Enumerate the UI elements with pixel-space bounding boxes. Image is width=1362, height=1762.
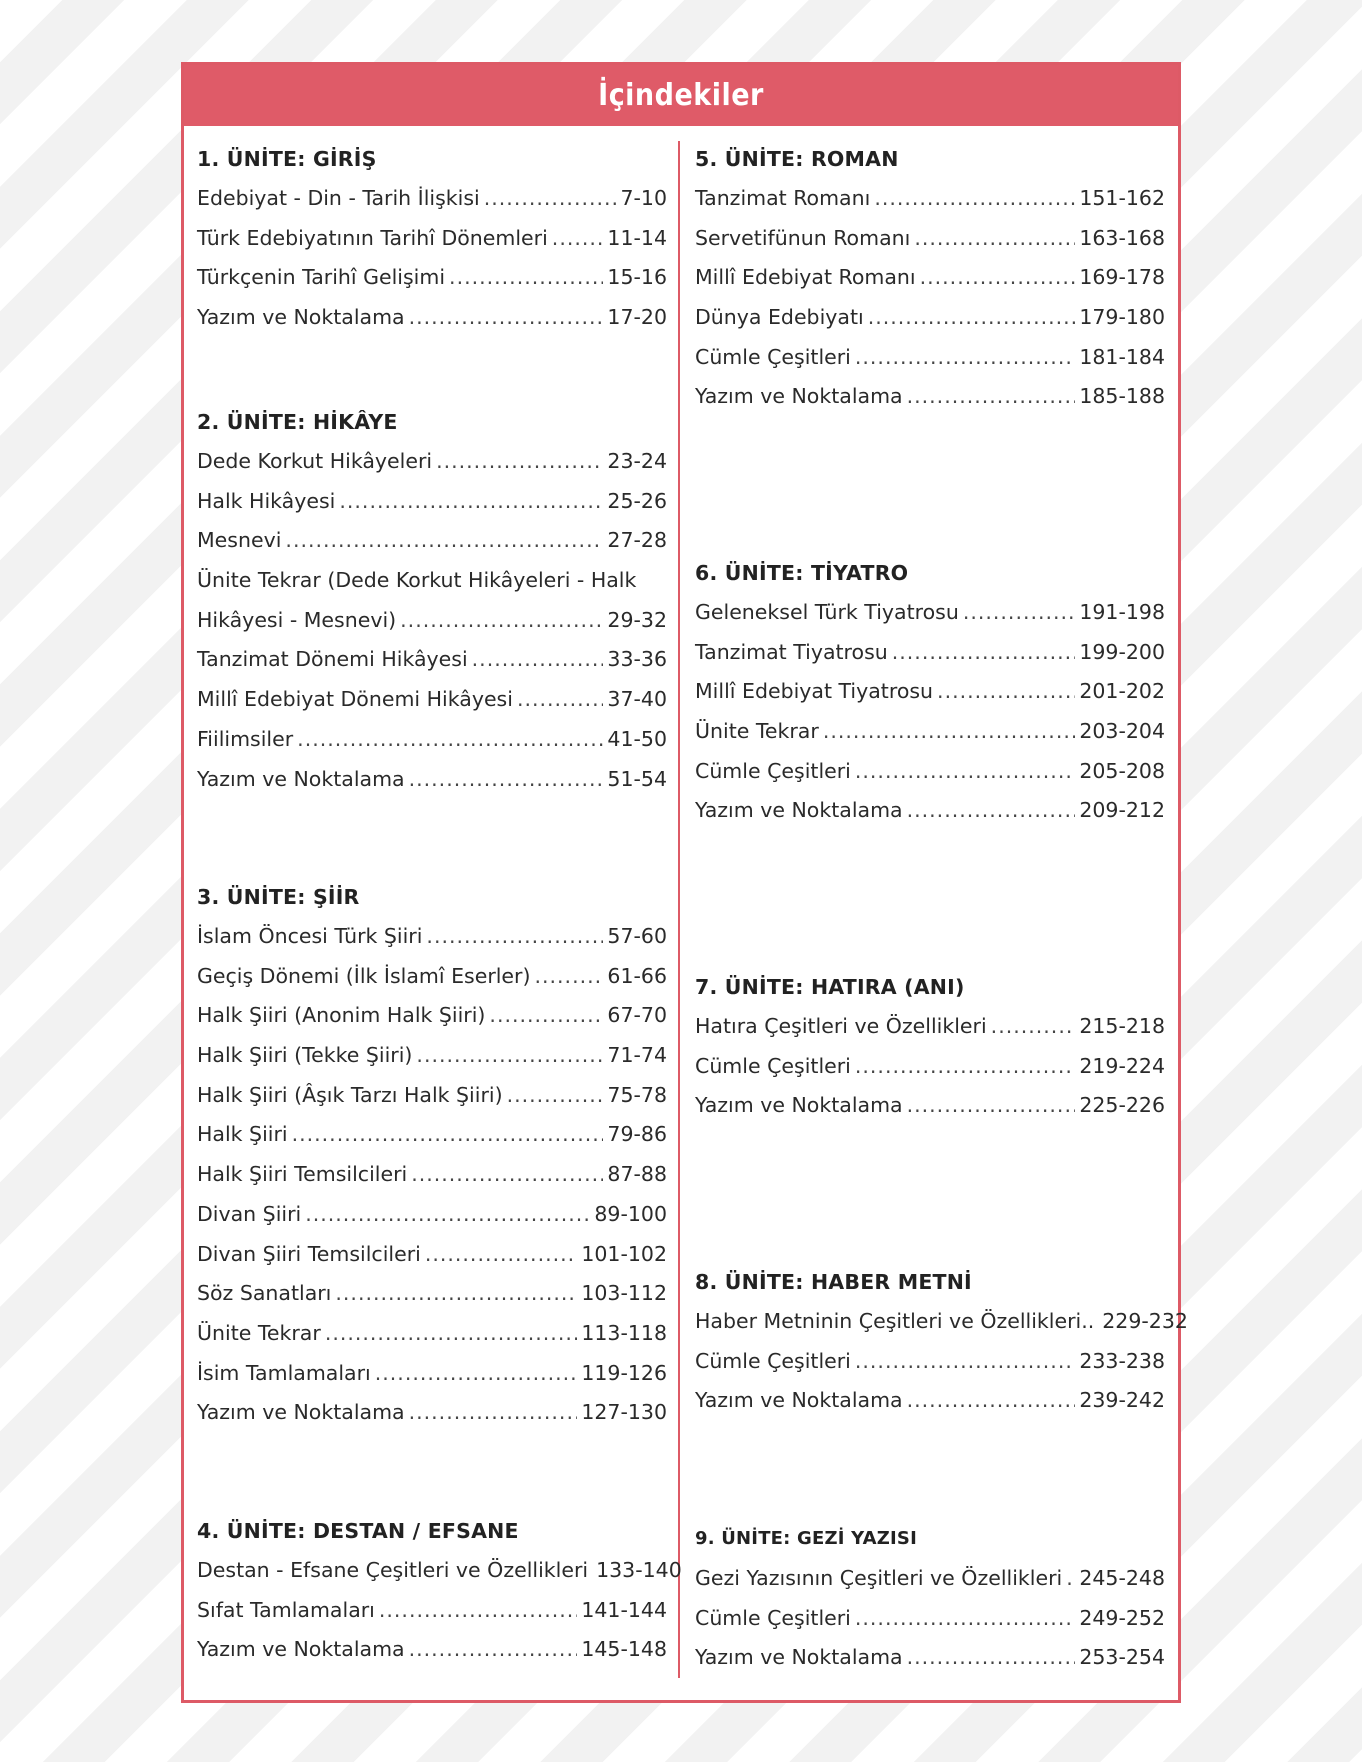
entry-pages: 201-202: [1079, 679, 1165, 704]
entry-pages: 101-102: [581, 1241, 667, 1266]
unit-title: 3. ÜNİTE: ŞİİR: [197, 885, 360, 909]
toc-entry[interactable]: [197, 1195, 667, 1235]
entry-label: Cümle Çeşitleri: [695, 1348, 851, 1373]
entry-label: Destan - Efsane Çeşitleri ve Özellikleri: [197, 1558, 589, 1582]
leader-dots: [472, 640, 604, 680]
entry-label: Yazım ve Noktalama: [197, 1400, 405, 1425]
leader-dots: [855, 1599, 1075, 1639]
toc-entry[interactable]: [695, 1342, 1165, 1382]
entry-label: Ünite Tekrar: [695, 719, 819, 744]
leader-dots: [517, 680, 603, 720]
leader-dots: [892, 633, 1076, 673]
leader-dots: [920, 258, 1076, 298]
entry-pages: 23-24: [607, 449, 667, 473]
entry-label: Servetifünun Romanı: [695, 225, 911, 250]
entry-label: Yazım ve Noktalama: [695, 384, 903, 409]
entry-label: Tanzimat Romanı: [695, 186, 871, 210]
toc-entry[interactable]: [197, 521, 667, 561]
entry-label: Ünite Tekrar: [197, 1320, 321, 1345]
entry-label: Dünya Edebiyatı: [695, 305, 864, 330]
leader-dots: [375, 1354, 578, 1394]
unit-7: [695, 967, 1165, 1126]
entry-pages: 29-32: [607, 607, 667, 632]
entry-label: Cümle Çeşitleri: [695, 344, 851, 369]
leader-dots: [292, 1115, 604, 1155]
entry-pages: 191-198: [1079, 600, 1165, 624]
entry-pages: 75-78: [607, 1082, 667, 1107]
leader-dots: [552, 219, 604, 259]
entry-pages: 205-208: [1079, 758, 1165, 783]
leader-dots: [489, 996, 603, 1036]
entry-pages: 11-14: [607, 225, 667, 250]
toc-entry[interactable]: [197, 219, 667, 259]
entry-label: Haber Metninin Çeşitleri ve Özellikleri..: [695, 1309, 1095, 1333]
toc-entry[interactable]: [695, 593, 1165, 633]
toc-entry[interactable]: [197, 680, 667, 720]
leader-dots: [335, 1274, 577, 1314]
column-divider: [678, 141, 680, 1678]
entry-label: Hikâyesi - Mesnevi): [197, 607, 397, 632]
leader-dots: [937, 672, 1075, 712]
entry-pages: 245-248: [1079, 1566, 1165, 1590]
entry-pages: 87-88: [607, 1162, 667, 1187]
entry-label: Edebiyat - Din - Tarih İlişkisi: [197, 186, 480, 210]
leader-dots: [907, 1086, 1076, 1126]
entry-label: Yazım ve Noktalama: [695, 1645, 903, 1670]
toc-entry[interactable]: [695, 791, 1165, 831]
leader-dots: [379, 1591, 577, 1631]
entry-label: Geleneksel Türk Tiyatrosu: [695, 600, 959, 624]
leader-dots: [823, 712, 1076, 752]
unit-9: [695, 1519, 1165, 1678]
toc-entry[interactable]: [695, 1007, 1165, 1047]
entry-pages: 103-112: [581, 1281, 667, 1306]
toc-entry[interactable]: [695, 633, 1165, 673]
toc-entry[interactable]: [197, 601, 667, 641]
unit-title: 1. ÜNİTE: GİRİŞ: [197, 147, 377, 171]
toc-entry[interactable]: [695, 672, 1165, 712]
entry-pages: 181-184: [1079, 344, 1165, 369]
entry-label: Sıfat Tamlamaları: [197, 1597, 375, 1622]
entry-label: Halk Şiiri Temsilcileri: [197, 1162, 408, 1187]
leader-dots: [855, 1342, 1075, 1382]
leader-dots: [400, 601, 603, 641]
toc-entry[interactable]: [197, 442, 667, 482]
toc-entry[interactable]: [197, 258, 667, 298]
entry-pages: 209-212: [1079, 798, 1165, 823]
unit-5: [695, 139, 1165, 417]
entry-pages: 79-86: [607, 1122, 667, 1147]
entry-pages: 61-66: [607, 963, 667, 988]
leader-dots: [874, 179, 1075, 219]
toc-entry[interactable]: [695, 179, 1165, 219]
entry-pages: 169-178: [1079, 265, 1165, 290]
toc-entry[interactable]: [197, 917, 667, 957]
leader-dots: [484, 179, 617, 219]
unit-6: [695, 553, 1165, 831]
unit-title: 6. ÜNİTE: TİYATRO: [695, 561, 909, 585]
leader-dots: [534, 957, 603, 997]
leader-dots: [868, 298, 1076, 338]
entry-pages: 151-162: [1079, 186, 1165, 210]
entry-pages: 57-60: [607, 924, 667, 948]
toc-entry[interactable]: [695, 1638, 1165, 1678]
leader-dots: [907, 377, 1076, 417]
toc-entry[interactable]: [197, 1591, 667, 1631]
leader-dots: [449, 258, 603, 298]
entry-pages: 51-54: [607, 766, 667, 791]
toc-entry[interactable]: [695, 1302, 1188, 1342]
entry-pages: 253-254: [1079, 1645, 1165, 1670]
leader-dots: [297, 720, 603, 760]
entry-label: Geçiş Dönemi (İlk İslamî Eserler): [197, 963, 531, 988]
entry-pages: 71-74: [607, 1043, 667, 1068]
entry-pages: 233-238: [1079, 1348, 1165, 1373]
entry-label: Yazım ve Noktalama: [197, 305, 405, 330]
toc-entry[interactable]: [695, 338, 1165, 378]
toc-entry[interactable]: [197, 179, 667, 219]
leader-dots: [1066, 1559, 1075, 1599]
toc-entry[interactable]: [197, 1314, 667, 1354]
entry-pages: 133-140: [596, 1558, 682, 1582]
entry-label: Millî Edebiyat Dönemi Hikâyesi: [197, 687, 513, 712]
toc-entry[interactable]: [695, 377, 1165, 417]
entry-pages: 239-242: [1079, 1388, 1165, 1413]
leader-dots: [914, 219, 1075, 259]
entry-label: Yazım ve Noktalama: [695, 1388, 903, 1413]
toc-entry[interactable]: [695, 1047, 1165, 1087]
leader-dots: [963, 593, 1076, 633]
leader-dots: [409, 1630, 578, 1670]
entry-label: Halk Şiiri (Anonim Halk Şiiri): [197, 1003, 486, 1028]
toc-entry[interactable]: [197, 1393, 667, 1433]
toc-entry[interactable]: [695, 1559, 1165, 1599]
unit-4: [197, 1511, 682, 1670]
page-title: İçindekiler: [184, 65, 1178, 126]
toc-entry[interactable]: [197, 760, 667, 800]
toc-entry[interactable]: [197, 1155, 667, 1195]
toc-entry[interactable]: [695, 752, 1165, 792]
entry-pages: 89-100: [594, 1201, 667, 1226]
toc-entry[interactable]: [197, 957, 667, 997]
entry-pages: 141-144: [581, 1597, 667, 1622]
leader-dots: [416, 1036, 603, 1076]
entry-pages: 179-180: [1079, 305, 1165, 330]
entry-label: İslam Öncesi Türk Şiiri: [197, 924, 423, 948]
entry-label: Türkçenin Tarihî Gelişimi: [197, 265, 446, 290]
entry-label: Fiilimsiler: [197, 726, 294, 751]
leader-dots: [409, 298, 604, 338]
toc-entry-wrapped[interactable]: [197, 561, 667, 601]
entry-pages: 127-130: [581, 1400, 667, 1425]
entry-pages: 225-226: [1079, 1093, 1165, 1118]
entry-label: Ünite Tekrar (Dede Korkut Hikâyeleri - Halk: [197, 568, 637, 593]
leader-dots: [855, 338, 1075, 378]
leader-dots: [305, 1195, 590, 1235]
entry-pages: 215-218: [1079, 1014, 1165, 1038]
leader-dots: [285, 521, 603, 561]
entry-pages: 15-16: [607, 265, 667, 290]
entry-pages: 229-232: [1102, 1309, 1188, 1333]
entry-label: Cümle Çeşitleri: [695, 758, 851, 783]
leader-dots: [907, 1638, 1076, 1678]
toc-entry[interactable]: [695, 712, 1165, 752]
toc-entry[interactable]: [197, 482, 667, 522]
leader-dots: [507, 1076, 604, 1116]
entry-pages: 41-50: [607, 726, 667, 751]
entry-label: İsim Tamlamaları: [197, 1360, 371, 1385]
entry-label: Halk Hikâyesi: [197, 488, 336, 513]
entry-label: Gezi Yazısının Çeşitleri ve Özellikleri: [695, 1566, 1063, 1590]
entry-label: Yazım ve Noktalama: [695, 798, 903, 823]
entry-label: Mesnevi: [197, 528, 282, 553]
leader-dots: [425, 1235, 578, 1275]
entry-pages: 145-148: [581, 1637, 667, 1662]
entry-pages: 33-36: [607, 647, 667, 672]
leader-dots: [855, 752, 1075, 792]
toc-entry[interactable]: [197, 1354, 667, 1394]
entry-label: Yazım ve Noktalama: [695, 1093, 903, 1118]
leader-dots: [436, 442, 603, 482]
toc-entry[interactable]: [197, 1115, 667, 1155]
entry-label: Halk Şiiri (Tekke Şiiri): [197, 1043, 413, 1068]
leader-dots: [426, 917, 603, 957]
toc-entry[interactable]: [197, 1551, 682, 1591]
toc-entry[interactable]: [197, 720, 667, 760]
leader-dots: [991, 1007, 1076, 1047]
toc-entry[interactable]: [695, 1086, 1165, 1126]
unit-title: 4. ÜNİTE: DESTAN / EFSANE: [197, 1519, 519, 1543]
entry-pages: 119-126: [581, 1360, 667, 1385]
entry-pages: 203-204: [1079, 719, 1165, 744]
entry-pages: 113-118: [581, 1320, 667, 1345]
unit-title: 7. ÜNİTE: HATIRA (ANI): [695, 975, 965, 999]
toc-entry[interactable]: [695, 219, 1165, 259]
unit-title: 5. ÜNİTE: ROMAN: [695, 147, 899, 171]
unit-title: 2. ÜNİTE: HİKÂYE: [197, 410, 398, 434]
toc-entry[interactable]: [695, 1599, 1165, 1639]
entry-label: Tanzimat Dönemi Hikâyesi: [197, 647, 468, 672]
unit-3: [197, 877, 667, 1433]
entry-label: Divan Şiiri Temsilcileri: [197, 1241, 421, 1266]
toc-entry[interactable]: [695, 258, 1165, 298]
entry-label: Söz Sanatları: [197, 1281, 332, 1306]
entry-label: Millî Edebiyat Tiyatrosu: [695, 679, 934, 704]
toc-frame: [181, 62, 1188, 1703]
entry-label: Dede Korkut Hikâyeleri: [197, 449, 433, 473]
unit-title: 9. ÜNİTE: GEZİ YAZISI: [695, 1528, 917, 1549]
entry-pages: 37-40: [607, 687, 667, 712]
entry-pages: 249-252: [1079, 1605, 1165, 1630]
entry-label: Cümle Çeşitleri: [695, 1053, 851, 1078]
toc-entry[interactable]: [197, 1076, 667, 1116]
leader-dots: [409, 1393, 578, 1433]
entry-pages: 163-168: [1079, 225, 1165, 250]
entry-pages: 199-200: [1079, 639, 1165, 664]
entry-label: Hatıra Çeşitleri ve Özellikleri: [695, 1014, 987, 1038]
leader-dots: [907, 791, 1076, 831]
unit-title: 8. ÜNİTE: HABER METNİ: [695, 1270, 972, 1294]
entry-pages: 185-188: [1079, 384, 1165, 409]
entry-pages: 219-224: [1079, 1053, 1165, 1078]
entry-label: Türk Edebiyatının Tarihî Dönemleri: [197, 225, 548, 250]
leader-dots: [907, 1381, 1076, 1421]
toc-entry[interactable]: [197, 640, 667, 680]
entry-label: Divan Şiiri: [197, 1201, 302, 1226]
toc-entry[interactable]: [197, 1630, 667, 1670]
entry-label: Yazım ve Noktalama: [197, 1637, 405, 1662]
entry-pages: 25-26: [607, 488, 667, 513]
toc-entry[interactable]: [197, 996, 667, 1036]
unit-2: [197, 402, 667, 799]
leader-dots: [409, 760, 604, 800]
unit-8: [695, 1262, 1188, 1421]
entry-label: Halk Şiiri: [197, 1122, 288, 1147]
leader-dots: [325, 1314, 578, 1354]
leader-dots: [411, 1155, 603, 1195]
unit-1: [197, 139, 667, 338]
entry-label: Halk Şiiri (Âşık Tarzı Halk Şiiri): [197, 1082, 503, 1107]
leader-dots: [855, 1047, 1075, 1087]
toc-entry[interactable]: [695, 298, 1165, 338]
entry-pages: 67-70: [607, 1003, 667, 1028]
entry-label: Cümle Çeşitleri: [695, 1605, 851, 1630]
entry-pages: 17-20: [607, 305, 667, 330]
entry-pages: 27-28: [607, 528, 667, 553]
toc-entry[interactable]: [197, 298, 667, 338]
toc-entry[interactable]: [197, 1235, 667, 1275]
entry-label: Tanzimat Tiyatrosu: [695, 639, 888, 664]
toc-entry[interactable]: [197, 1274, 667, 1314]
entry-label: Yazım ve Noktalama: [197, 766, 405, 791]
entry-label: Millî Edebiyat Romanı: [695, 265, 916, 290]
entry-pages: 7-10: [620, 186, 667, 210]
leader-dots: [339, 482, 603, 522]
toc-entry[interactable]: [197, 1036, 667, 1076]
toc-entry[interactable]: [695, 1381, 1165, 1421]
